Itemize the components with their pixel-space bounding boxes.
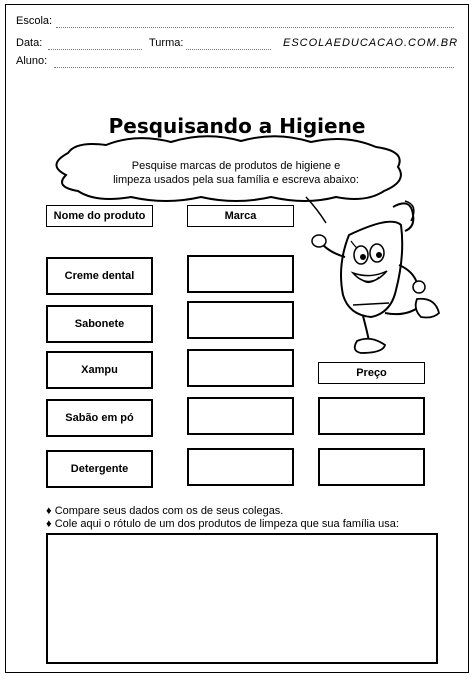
diamond-bullet-icon: ♦ [46, 505, 52, 517]
brand-box-xampu[interactable] [187, 349, 294, 387]
data-label: Data: [16, 37, 43, 49]
product-label-sabao-em-po: Sabão em pó [46, 399, 153, 437]
escola-label: Escola: [16, 15, 53, 27]
bullet-paste-label [46, 518, 399, 530]
column-header-price: Preço [318, 362, 425, 384]
price-box-2[interactable] [318, 448, 425, 486]
product-label-detergente: Detergente [46, 450, 153, 488]
column-header-brand: Marca [187, 205, 294, 227]
product-label-sabonete: Sabonete [46, 305, 153, 343]
diamond-bullet-icon: ♦ [46, 518, 52, 530]
brand-box-creme-dental[interactable] [187, 255, 294, 293]
brand-box-sabonete[interactable] [187, 301, 294, 339]
site-watermark: ESCOLAEDUCACAO.COM.BR [283, 37, 459, 49]
brand-box-detergente[interactable] [187, 448, 294, 486]
label-paste-area[interactable] [46, 533, 438, 664]
page-title: Pesquisando a Higiene [108, 114, 366, 138]
bullet-compare-text: Compare seus dados com os de seus colegas. [54, 505, 284, 517]
bullet-paste-text: Cole aqui o rótulo de um dos produtos de limpeza que sua família usa: [54, 518, 399, 530]
product-label-creme-dental: Creme dental [46, 257, 153, 295]
instruction-line-2: limpeza usados pela sua família e escreva abaixo: [113, 174, 359, 186]
instruction-text [96, 159, 376, 187]
product-label-xampu: Xampu [46, 351, 153, 389]
brand-box-sabao-em-po[interactable] [187, 397, 294, 435]
instruction-line-1: Pesquise marcas de produtos de higiene e [131, 160, 341, 172]
column-header-product: Nome do produto [46, 205, 153, 227]
price-box-1[interactable] [318, 397, 425, 435]
toothpaste-mascot-icon [301, 195, 441, 355]
bullet-compare [46, 505, 283, 517]
turma-label: Turma: [149, 37, 184, 49]
aluno-label: Aluno: [16, 55, 48, 67]
worksheet-page [5, 4, 469, 673]
